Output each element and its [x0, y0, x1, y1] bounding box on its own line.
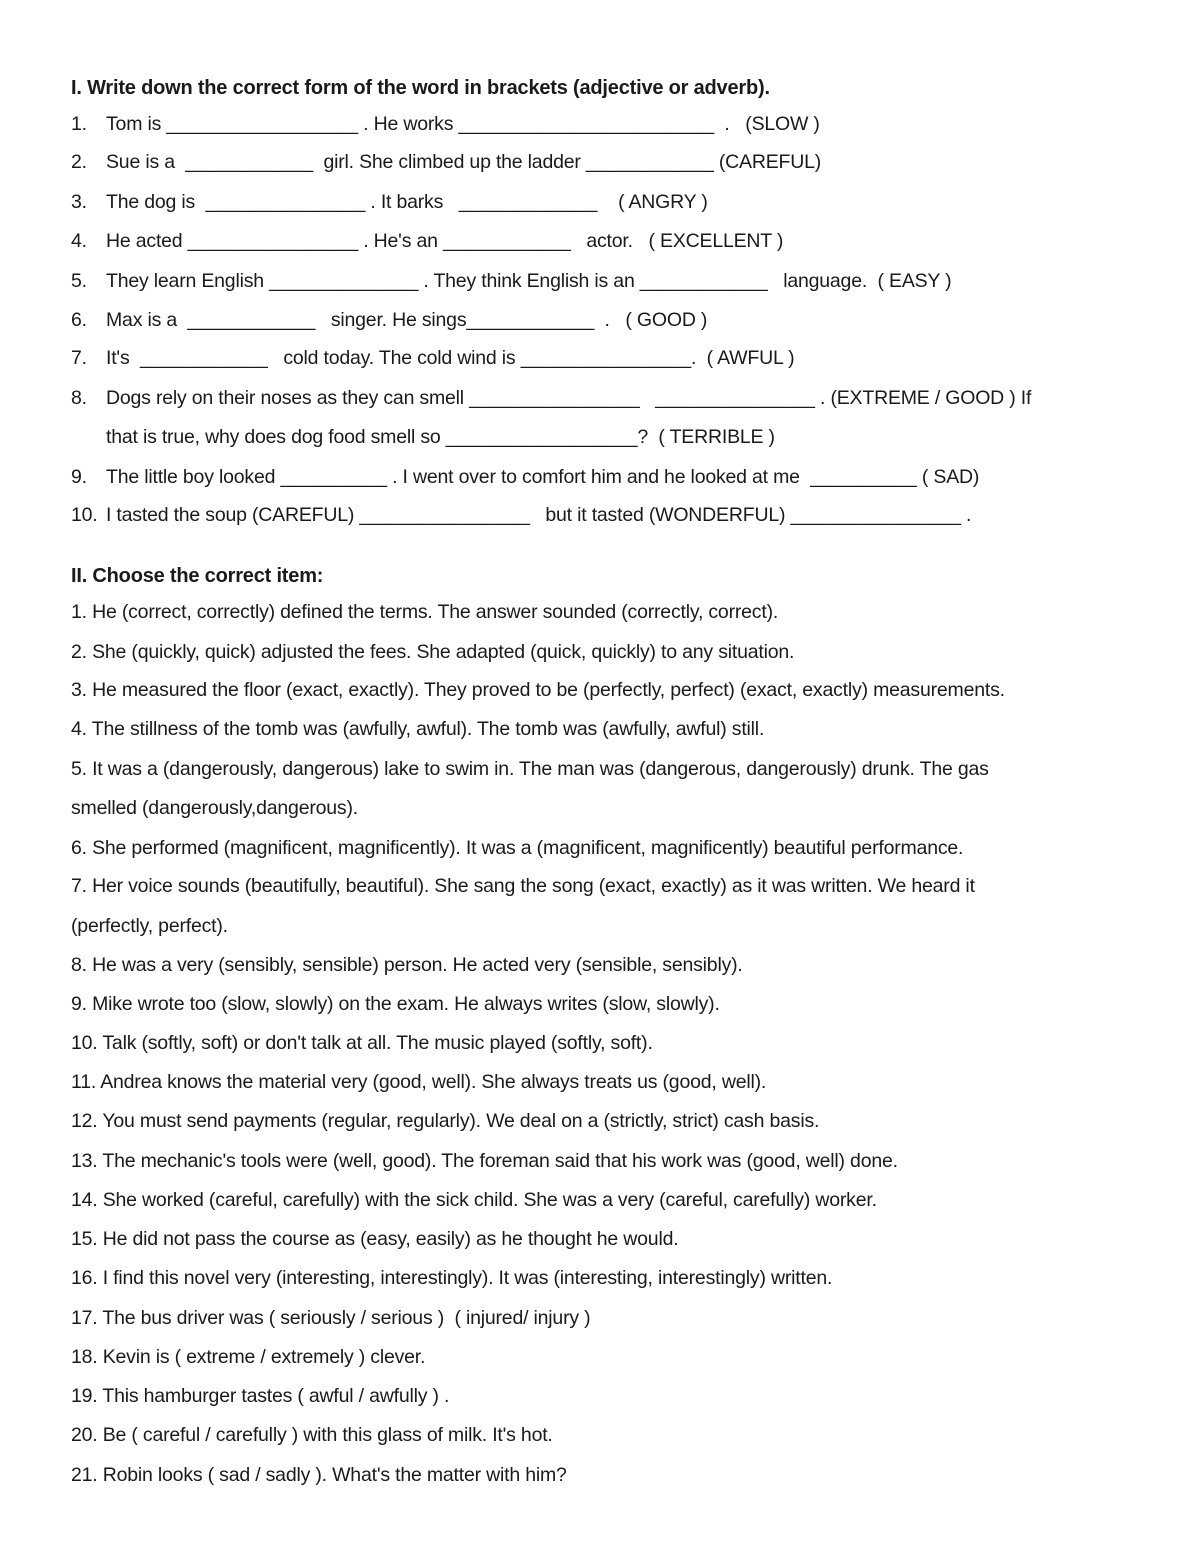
- item-text: that is true, why does dog food smell so __________________? ( TERRIBLE ): [106, 426, 775, 448]
- item-text: He acted ________________ . He's an ____________ actor. ( EXCELLENT ): [106, 230, 784, 252]
- item-number: 2.: [71, 151, 87, 173]
- item-text: Dogs rely on their noses as they can smell ________________ _______________ . (EXTREME / GOOD ) If: [106, 387, 1032, 409]
- item-text: They learn English ______________ . They think English is an ____________ language. ( EASY ): [106, 270, 952, 292]
- exercise-2-line: smelled (dangerously,dangerous).: [71, 797, 358, 819]
- exercise-2-line: 14. She worked (careful, carefully) with the sick child. She was a very (careful, carefully) worker.: [71, 1189, 877, 1211]
- exercise-1-item: [71, 465, 1160, 489]
- item-number: 3.: [71, 191, 87, 213]
- exercise-1-item: [71, 229, 1160, 253]
- exercise-2-line: 21. Robin looks ( sad / sadly ). What's the matter with him?: [71, 1464, 567, 1486]
- exercise-2-line: 4. The stillness of the tomb was (awfully, awful). The tomb was (awfully, awful) still.: [71, 718, 765, 740]
- exercise-2-line: 2. She (quickly, quick) adjusted the fees. She adapted (quick, quickly) to any situation.: [71, 641, 795, 663]
- item-number: 7.: [71, 347, 87, 369]
- exercise-2-line: 3. He measured the floor (exact, exactly). They proved to be (perfectly, perfect) (exact, exactly) measurements.: [71, 679, 1005, 701]
- exercise-2-line: 6. She performed (magnificent, magnificently). It was a (magnificent, magnificently) beautiful performance.: [71, 837, 964, 859]
- exercise-2-line: 15. He did not pass the course as (easy, easily) as he thought he would.: [71, 1228, 679, 1250]
- item-number: 10.: [71, 504, 98, 526]
- section-1-heading: I. Write down the correct form of the word in brackets (adjective or adverb).: [71, 77, 770, 99]
- exercise-2-line: 16. I find this novel very (interesting, interestingly). It was (interesting, interestingly) written.: [71, 1267, 833, 1289]
- exercise-2-line: 1. He (correct, correctly) defined the terms. The answer sounded (correctly, correct).: [71, 601, 779, 623]
- exercise-2-line: 9. Mike wrote too (slow, slowly) on the exam. He always writes (slow, slowly).: [71, 993, 720, 1015]
- exercise-1-item: [71, 112, 1160, 136]
- item-text: The little boy looked __________ . I went over to comfort him and he looked at me __________ ( SAD): [106, 466, 980, 488]
- item-text: I tasted the soup (CAREFUL) ________________ but it tasted (WONDERFUL) ________________ .: [106, 504, 972, 526]
- exercise-2-line: 18. Kevin is ( extreme / extremely ) clever.: [71, 1346, 426, 1368]
- item-text: It's ____________ cold today. The cold wind is ________________. ( AWFUL ): [106, 347, 795, 369]
- exercise-1-item-continuation: [71, 425, 1160, 449]
- section-2-heading: II. Choose the correct item:: [71, 565, 324, 587]
- exercise-2-line: 10. Talk (softly, soft) or don't talk at all. The music played (softly, soft).: [71, 1032, 653, 1054]
- item-number: 9.: [71, 466, 87, 488]
- item-number: 6.: [71, 309, 87, 331]
- exercise-1-item: [71, 346, 1160, 370]
- exercise-2-line: 20. Be ( careful / carefully ) with this glass of milk. It's hot.: [71, 1424, 553, 1446]
- exercise-1-item: [71, 503, 1160, 527]
- item-number: 4.: [71, 230, 87, 252]
- item-number: 1.: [71, 113, 87, 135]
- exercise-1-item: [71, 269, 1160, 293]
- item-text: Tom is __________________ . He works ________________________ . (SLOW ): [106, 113, 820, 135]
- exercise-2-line: (perfectly, perfect).: [71, 915, 228, 937]
- exercise-2-line: 8. He was a very (sensibly, sensible) person. He acted very (sensible, sensibly).: [71, 954, 743, 976]
- exercise-2-line: 5. It was a (dangerously, dangerous) lake to swim in. The man was (dangerous, dangerously) drunk. The gas: [71, 758, 989, 780]
- item-text: Max is a ____________ singer. He sings____________ . ( GOOD ): [106, 309, 708, 331]
- exercise-2-line: 17. The bus driver was ( seriously / serious ) ( injured/ injury ): [71, 1307, 591, 1329]
- item-number: 8.: [71, 387, 87, 409]
- exercise-1-item: [71, 190, 1160, 214]
- exercise-2-line: 13. The mechanic's tools were (well, good). The foreman said that his work was (good, well) done.: [71, 1150, 898, 1172]
- item-number: 5.: [71, 270, 87, 292]
- exercise-1-item: [71, 386, 1160, 410]
- exercise-2-line: 19. This hamburger tastes ( awful / awfully ) .: [71, 1385, 450, 1407]
- exercise-1-item: [71, 150, 1160, 174]
- item-text: Sue is a ____________ girl. She climbed up the ladder ____________ (CAREFUL): [106, 151, 822, 173]
- exercise-2-line: 11. Andrea knows the material very (good, well). She always treats us (good, well).: [71, 1071, 767, 1093]
- exercise-2-line: 7. Her voice sounds (beautifully, beautiful). She sang the song (exact, exactly) as it was written. We heard it: [71, 875, 975, 897]
- exercise-1-item: [71, 308, 1160, 332]
- item-text: The dog is _______________ . It barks _____________ ( ANGRY ): [106, 191, 708, 213]
- exercise-2-line: 12. You must send payments (regular, regularly). We deal on a (strictly, strict) cash basis.: [71, 1110, 820, 1132]
